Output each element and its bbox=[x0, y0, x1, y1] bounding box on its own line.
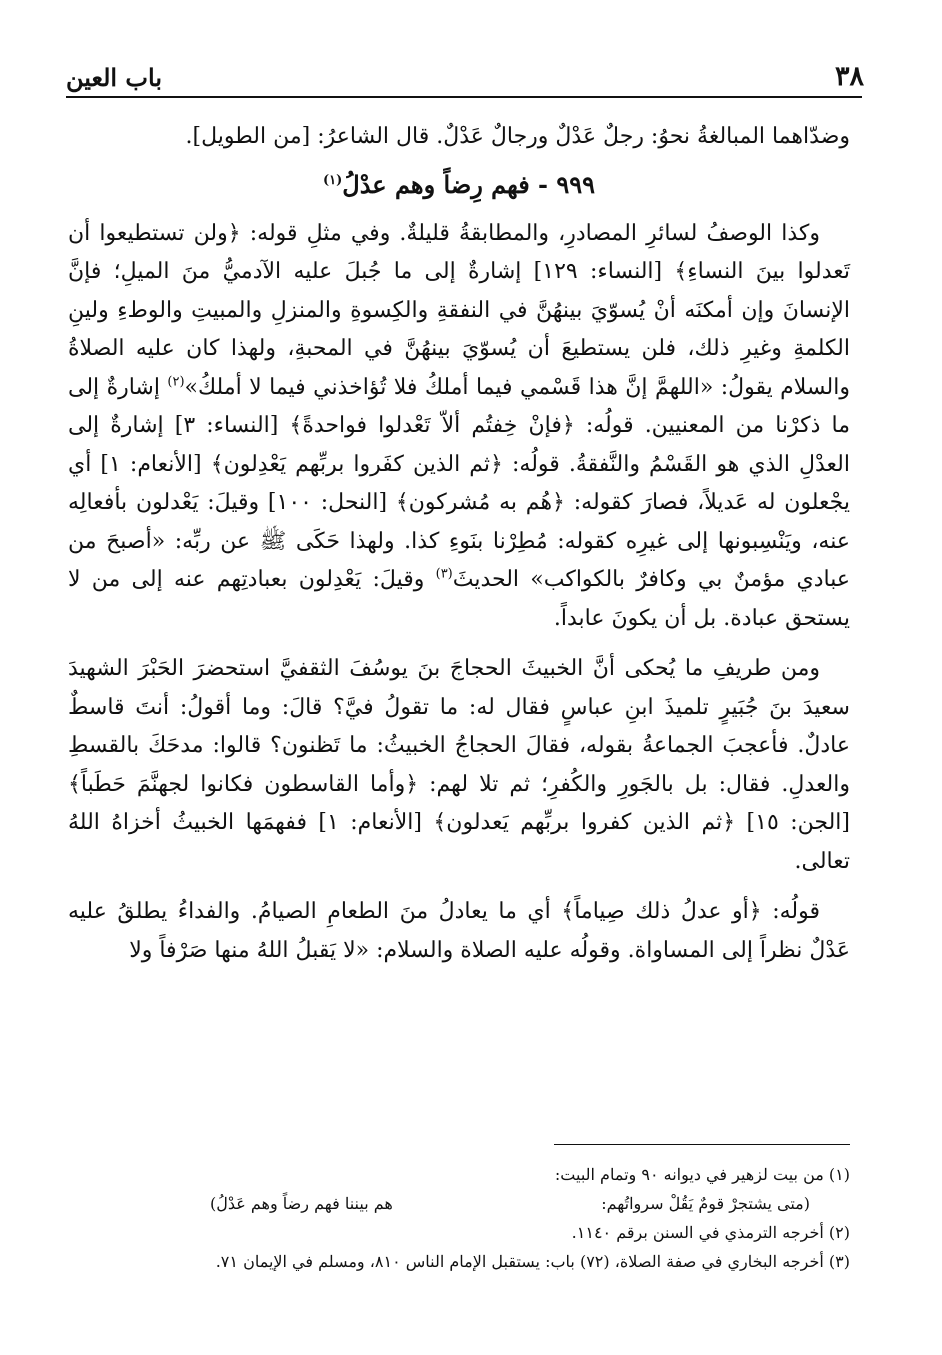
paragraph-1-part-b: إشارةٌ إلى ما ذكرْنا من المعنيين. قولُه: ﴿فإنْ خِفتُم ألاّ تَعْدلوا فواحدةً﴾ [النساء: ٣] إشارةٌ إلى العدْلِ الذي هو القَسْمُ والنَّفقةُ. قولُه: ﴿ثم الذين كفَروا بربِّهم يَعْدِلون﴾ [الأنعام: ١] أي يجْعلون له عَديلاً، فصارَ كقوله: ﴿هُم به مُشركون﴾ [النحل: ١٠٠] وقيلَ: يَعْدلون بأفعالِه عنه، ويَنْسِبونها إلى غيرِه كقوله: مُطِرْنا بنَوءِ كذا. ولهذا حَكَى ﷺ عن ربِّه: «أصبحَ من عبادي مؤمنٌ بي وكافرٌ بالكواكب» الحديثَ bbox=[68, 374, 851, 592]
verse-text: فهم رِضاً وهم عدْلُ bbox=[342, 169, 530, 199]
verse-heading: ٩٩٩ - فهم رِضاً وهم عدْلُ$^{(١)}$ bbox=[322, 169, 596, 199]
paragraph-3: قولُه: ﴿أو عدلُ ذلك صِياماً﴾ أي ما يعادلُ منَ الطعامِ الصيامُ. والفداءُ يطلقُ عليه عَدْلٌ نظراً إلى المساواة. وقولُه عليه الصلاة والسلام: «لا يَقبلُ اللهُ منها صَرْفاً ولا bbox=[68, 899, 850, 963]
footnote-divider bbox=[554, 1144, 850, 1145]
paragraph-1-part-a: وكذا الوصفُ لسائرِ المصادرِ، والمطابقةُ قليلةٌ. وفي مثلِ قوله: ﴿ولن تستطيعوا أن تَعدلوا بينَ النساءِ﴾ [النساء: ١٢٩] إشارةٌ إلى ما جُبلَ عليه الآدميُّ منَ الميلِ؛ فإنَّ الإنسانَ وإن أمكنَه أنْ يُسوّيَ بينهُنَّ في النفقةِ والكِسوةِ والمنزلِ والمبيتِ والوطءِ ولينِ الكلمةِ وغيرِ ذلك، فلن يستطيعَ أن يُسوّيَ بينهُنَّ في المحبةِ، ولهذا كان عليه الصلاةُ والسلام يقولُ: «اللهمَّ إنَّ هذا قَسْمي فيما أملكُ فلا تُؤاخذني فيما لا أملكُ» bbox=[68, 220, 850, 400]
paragraph-1-part-c: وقيلَ: يَعْدِلون بعبادتِهم عنه إلى من لا يستحق عبادة. بل أن يكونَ عابداً. bbox=[68, 567, 850, 631]
intro-line: وضدّاهما المبالغةُ نحوُ: رجلٌ عَدْلٌ ورجالٌ عَدْلٌ. قال الشاعرُ: [من الطويل]. bbox=[185, 124, 850, 149]
footnote-1-hemistich-1: (متى يشتجرْ قومٌ يَقُلْ سرواتُهم: bbox=[601, 1194, 810, 1213]
page-header bbox=[66, 52, 864, 96]
footnote-2: (٢) أخرجه الترمذي في السنن برقم ١١٤٠. bbox=[571, 1223, 850, 1242]
footnote-1: (١) من بيت لزهير في ديوانه ٩٠ وتمام البيت: bbox=[554, 1165, 850, 1184]
footnotes bbox=[70, 1160, 850, 1276]
page-number: ٣٨ bbox=[834, 61, 864, 92]
footnote-1-hemistich-2: هم بيننا فهم رضاً وهم عَدْلُ) bbox=[210, 1194, 393, 1213]
verse-number: ٩٩٩ bbox=[556, 169, 596, 199]
footnote-1-verse bbox=[70, 1189, 850, 1218]
footnote-ref-3[interactable]: (٣) bbox=[435, 566, 453, 582]
paragraph-2: ومن طريفِ ما يُحكى أنَّ الخبيثَ الحجاجَ بنَ يوسُفَ الثقفيَّ استحضرَ الحَبْرَ الشهيدَ سعيدَ بنَ جُبَيرٍ تلميذَ ابنِ عباسٍ فقال له: ما تقولُ فيَّ؟ قالَ: وما أقولُ: أنتَ قاسطٌ عادلٌ. فأعجبَ الجماعةُ بقوله، فقالَ الحجاجُ الخبيثُ: ما تَظنون؟ قالوا: مدحَكَ بالقسطِ والعدلِ. فقال: بل بالجَورِ والكُفرِ؛ ثم تلا لهم: ﴿وأما القاسطون فكانوا لجهنَّمَ حَطَباً﴾ [الجن: ١٥] ﴿ثم الذين كفروا بربِّهم يَعدلون﴾ [الأنعام: ١] ففهمَها الخبيثُ أخزاهُ اللهُ تعالى. bbox=[68, 656, 850, 874]
paragraph-1 bbox=[68, 215, 850, 639]
main-text bbox=[68, 118, 850, 970]
footnote-ref-1[interactable]: (١) bbox=[322, 172, 343, 188]
footnote-3: (٣) أخرجه البخاري في صفة الصلاة، (٧٢) باب: يستقبل الإمام الناس ٨١٠، ومسلم في الإيمان ٧١. bbox=[215, 1252, 850, 1271]
footnote-ref-2[interactable]: (٢) bbox=[167, 374, 185, 390]
section-title: باب العين bbox=[66, 63, 163, 92]
header-divider bbox=[66, 96, 862, 98]
